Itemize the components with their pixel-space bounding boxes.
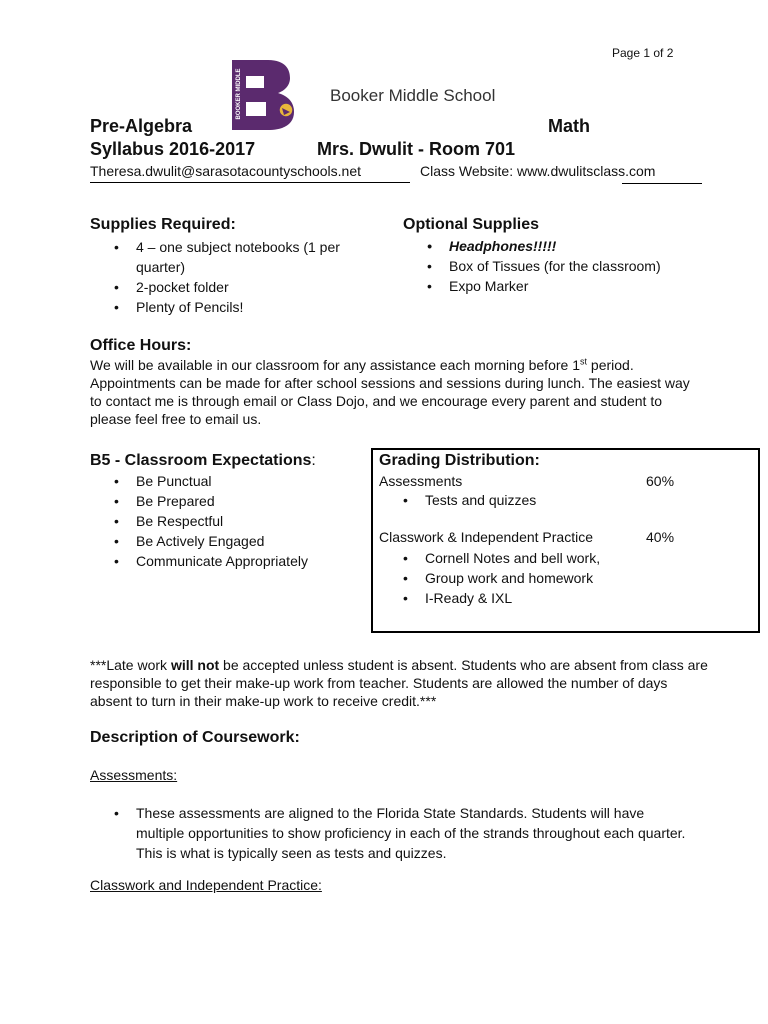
logo-text: BOOKER MIDDLE (236, 68, 242, 120)
page-number: Page 1 of 2 (612, 46, 674, 60)
syllabus-year: Syllabus 2016-2017 (90, 139, 256, 159)
list-item: • Box of Tissues (for the classroom) (403, 256, 723, 276)
supplies-heading: Supplies Required: (90, 216, 236, 233)
late-work-policy: ***Late work will not be accepted unless student is absent. Students who are absent from class are responsible to get their make-up work from teacher. Students are allowed the number of days absent to turn in their make-up work to receive credit.*** (90, 657, 708, 709)
optional-supplies-heading: Optional Supplies (403, 216, 540, 233)
assessments-label: Assessments (379, 473, 463, 489)
subject-title: Math (548, 116, 590, 136)
assessments-percent: 60% (646, 473, 675, 489)
contact-row (90, 163, 702, 185)
list-item: • I-Ready & IXL (379, 588, 749, 608)
list-item: • Headphones!!!!! (403, 236, 723, 256)
classwork-items (379, 548, 749, 608)
teacher-room: Mrs. Dwulit - Room 701 (317, 139, 516, 159)
list-item: • Expo Marker (403, 276, 723, 296)
website-link[interactable]: Class Website: www.dwulitsclass.com (420, 163, 656, 179)
assessments-subheading: Assessments: (90, 767, 178, 783)
list-item: • Plenty of Pencils! (90, 297, 390, 317)
classwork-percent: 40% (646, 529, 675, 545)
office-hours-heading: Office Hours: (90, 337, 192, 354)
supplies-list (90, 237, 390, 317)
assessments-items (379, 490, 749, 510)
list-item: • Group work and homework (379, 568, 749, 588)
list-item: • 4 – one subject notebooks (1 per quarter) (90, 237, 390, 277)
email-link[interactable]: Theresa.dwulit@sarasotacountyschools.net (90, 163, 362, 179)
list-item: • 2-pocket folder (90, 277, 390, 297)
list-item: • Cornell Notes and bell work, (379, 548, 749, 568)
list-item: • Be Respectful (90, 511, 380, 531)
coursework-heading: Description of Coursework: (90, 729, 300, 746)
course-title: Pre-Algebra (90, 116, 193, 136)
school-name: Booker Middle School (330, 86, 496, 105)
classwork-subheading: Classwork and Independent Practice: (90, 877, 322, 893)
optional-supplies-list (403, 236, 723, 296)
list-item: • These assessments are aligned to the Florida State Standards. Students will have multiple opportunities to show proficiency in each of the strands throughout each quarter. This is what is typically seen as tests and quizzes. (90, 803, 690, 863)
website-underline (622, 183, 702, 184)
list-item: • Tests and quizzes (379, 490, 749, 510)
expectations-heading: B5 - Classroom Expectations: (90, 452, 316, 469)
grading-distribution-box (371, 448, 760, 633)
list-item: • Be Prepared (90, 491, 380, 511)
list-item: • Communicate Appropriately (90, 551, 380, 571)
classwork-label: Classwork & Independent Practice (379, 529, 593, 545)
school-logo (232, 58, 298, 132)
list-item: • Be Actively Engaged (90, 531, 380, 551)
expectations-list (90, 471, 380, 571)
office-hours-text: We will be available in our classroom for any assistance each morning before 1st period. Appointments can be made for after school sessions and sessions during lunch. The easiest way to contact me is through email or Class Dojo, and we encourage every parent and student to please feel free to email us. (90, 356, 690, 427)
assessments-description-list (90, 803, 690, 863)
list-item: • Be Punctual (90, 471, 380, 491)
grading-heading: Grading Distribution: (379, 452, 540, 469)
email-underline (90, 182, 410, 183)
